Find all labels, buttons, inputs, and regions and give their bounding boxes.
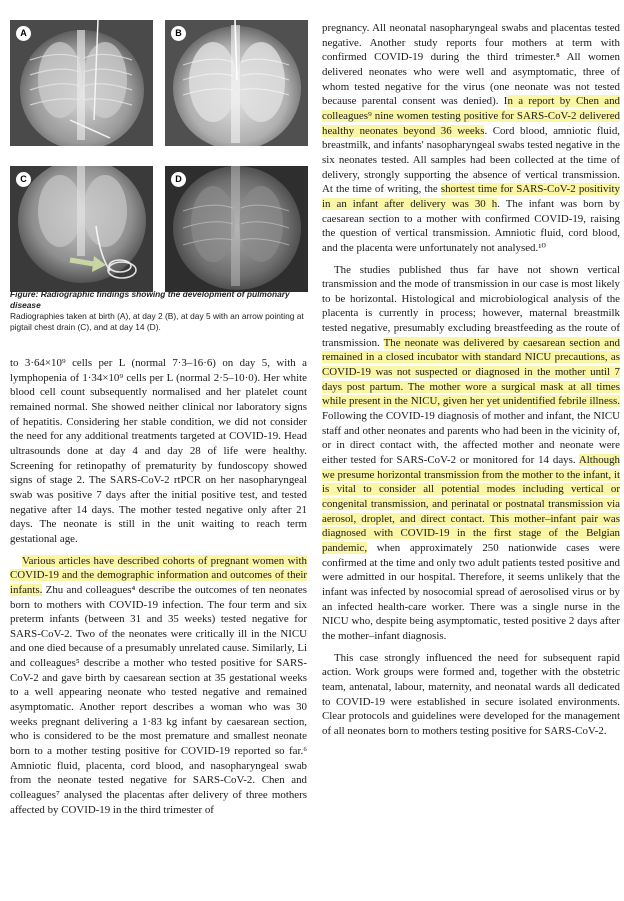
highlighted-text: shortest time for SARS-CoV-2 positivity in an infant after delivery was 30 h: [322, 183, 620, 210]
radiograph-image-d: [165, 166, 308, 292]
text-run: The studies published thus far have not shown vertical transmission and the mode of transmission in our case is most likely to be horizontal. Histological and microbiological analysis of the placenta is currently in process; however, maternal breastmilk tested negative, presumably excluding breastfeeding as the route of transmission.: [322, 263, 620, 349]
radiograph-image-a: [10, 20, 153, 146]
text-run: Zhu and colleagues⁴ describe the outcomes of ten neonates born to mothers with COVID-19 infection. The four term and six preterm infants (between 31 and 35 weeks) tested negative for SARS-CoV-2. Two of the neonates were critically ill in the NICU and one died because of a presumably unrelated cause. Similarly, Li and colleagues⁵ describe a mother who tested positive for SARS-CoV-2 and gave birth by caesarean section at 35 gestational weeks to a well appearing neonate who tested negative and remained asymptomatic. Another report describes a woman who was 30 weeks pregnant delivering a 1·83 kg infant by caesarean section, who is considered to be the most premature and smallest neonate born to a mother testing positive for COVID-19 reported so far.⁶ Amniotic fluid, placenta, cord blood, and nasopharyngeal swab from the neonate tested negative for SARS-CoV-2. Chen and colleagues⁷ analysed the placentas after delivery of three mothers affected by COVID-19 in the third trimester of: [10, 583, 307, 816]
figure-caption: [10, 289, 305, 333]
paragraph: to 3·64×10⁹ cells per L (normal 7·3–16·6) on day 5, with a lymphopenia of 1·34×10⁹ cells per L (normal 2·5–10·0). Her white blood cell count subsequently normalised and her platelet count remained normal. She showed neither clinical nor laboratory signs of hepatitis. Considering her stable condition, we did not consider the need for any additional treatments targeted at COVID-19. Head ultrasounds done at day 4 and day 28 of life were healthy. Screening for retinopathy of prematurity by fundoscopy showed signs of stage 2. The SARS-CoV-2 rtPCR on her nasopharyngeal swab was positive 7 days after the initial positive test, and tested negative after 14 days. The mother tested negative only after 21 days. The neonate is still in the unit waiting to reach term gestational age.: [10, 357, 307, 545]
text-run: Following the COVID-19 diagnosis of mother and infant, the NICU staff and other neonates and parents who had been in the vicinity of, or in direct contact with, the affected mother and neonate were either tested for SARS-CoV-2 or monitored for 14 days.: [322, 410, 620, 467]
panel-label: A: [16, 26, 31, 41]
left-column-text: [10, 356, 307, 817]
text-run: . The infant was born by caesarean section to a mother with confirmed COVID-19, raising the question of vertical transmission. Amniotic fluid, cord blood, and the placenta were unfortunately not analysed.¹⁰: [322, 197, 620, 254]
paragraph: [322, 263, 620, 644]
right-column-text: [322, 21, 620, 739]
paragraph: [10, 554, 307, 818]
highlighted-text: The neonate was delivered by caesarean section and remained in a closed incubator with standard NICU precautions, as COVID-19 was not suspected or diagnosed in the mother until 7 days post partum. The mother wore a surgical mask at all times while present in the NICU, given her yet unidentified febrile illness.: [322, 336, 620, 408]
paragraph: This case strongly influenced the need for subsequent rapid action. Work groups were formed and, together with the obstetric team, antenatal, labour, maternity, and neonatal wards all dedicated to COVID-19 were established in secure isolated environments. Clear protocols and guidelines were developed for the management of all neonates born to mothers testing positive for SARS-CoV-2.: [322, 651, 620, 737]
caption-text: Radiographies taken at birth (A), at day 2 (B), at day 5 with an arrow pointing at pigtail chest drain (C), and at day 14 (D).: [10, 311, 304, 332]
radiograph-image-c: [10, 166, 153, 292]
radiograph-image-b: [165, 20, 308, 146]
radiograph-panel-c: [10, 166, 153, 292]
panel-label: B: [171, 26, 186, 41]
text-run: . Cord blood, amniotic fluid, breastmilk, and infants' nasopharyngeal swabs tested negative in the six neonates tested. All samples had been collected at the time of delivery, strongly supporting the absence of vertical transmission. At the time of writing, the: [322, 124, 621, 196]
panel-label: D: [171, 172, 186, 187]
figure: [10, 20, 310, 290]
radiograph-panel-b: [165, 20, 308, 146]
panel-label: C: [16, 172, 31, 187]
paragraph: [322, 21, 620, 256]
text-run: pregnancy. All neonatal nasopharyngeal swabs and placentas tested negative. Another study reports four mothers at term with confirmed COVID-19 during the third trimester.⁸ All women delivered neonates who were well and asymptomatic, three of whom tested negative for the virus (one neonate was not tested because parental consent was denied). I: [322, 22, 620, 108]
text-run: when approximately 250 nationwide cases were confirmed at the time and only two adult patients tested positive and were admitted in our hospital. Therefore, it seems unlikely that the infant was infected by nosocomial spread of aerosolised virus or by an infected health-care worker. There was a single nurse in the NICU who, despite being asymptomatic, tested positive 2 days after the mother–infant diagnosis.: [322, 541, 620, 642]
highlighted-text: n a report by Chen and colleagues⁹ nine women testing positive for SARS-CoV-2 delivered healthy neonates beyond 36 weeks: [322, 95, 621, 137]
radiograph-panel-d: [165, 166, 308, 292]
highlighted-text: Various articles have described cohorts of pregnant women with COVID-19 and the demographic information and outcomes of their infants.: [10, 554, 307, 596]
caption-title: Figure: Radiographic findings showing the development of pulmonary disease: [10, 289, 290, 310]
radiograph-panel-a: [10, 20, 153, 146]
highlighted-text: Although we presume horizontal transmission from the mother to the infant, it is vital to consider all potential modes including vertical or congenital transmission, and perinatal or postnatal transmission via aerosol, droplet, and direct contact. This mother–infant pair was diagnosed with COVID-19 in the first stage of the Belgian pandemic,: [322, 454, 620, 554]
